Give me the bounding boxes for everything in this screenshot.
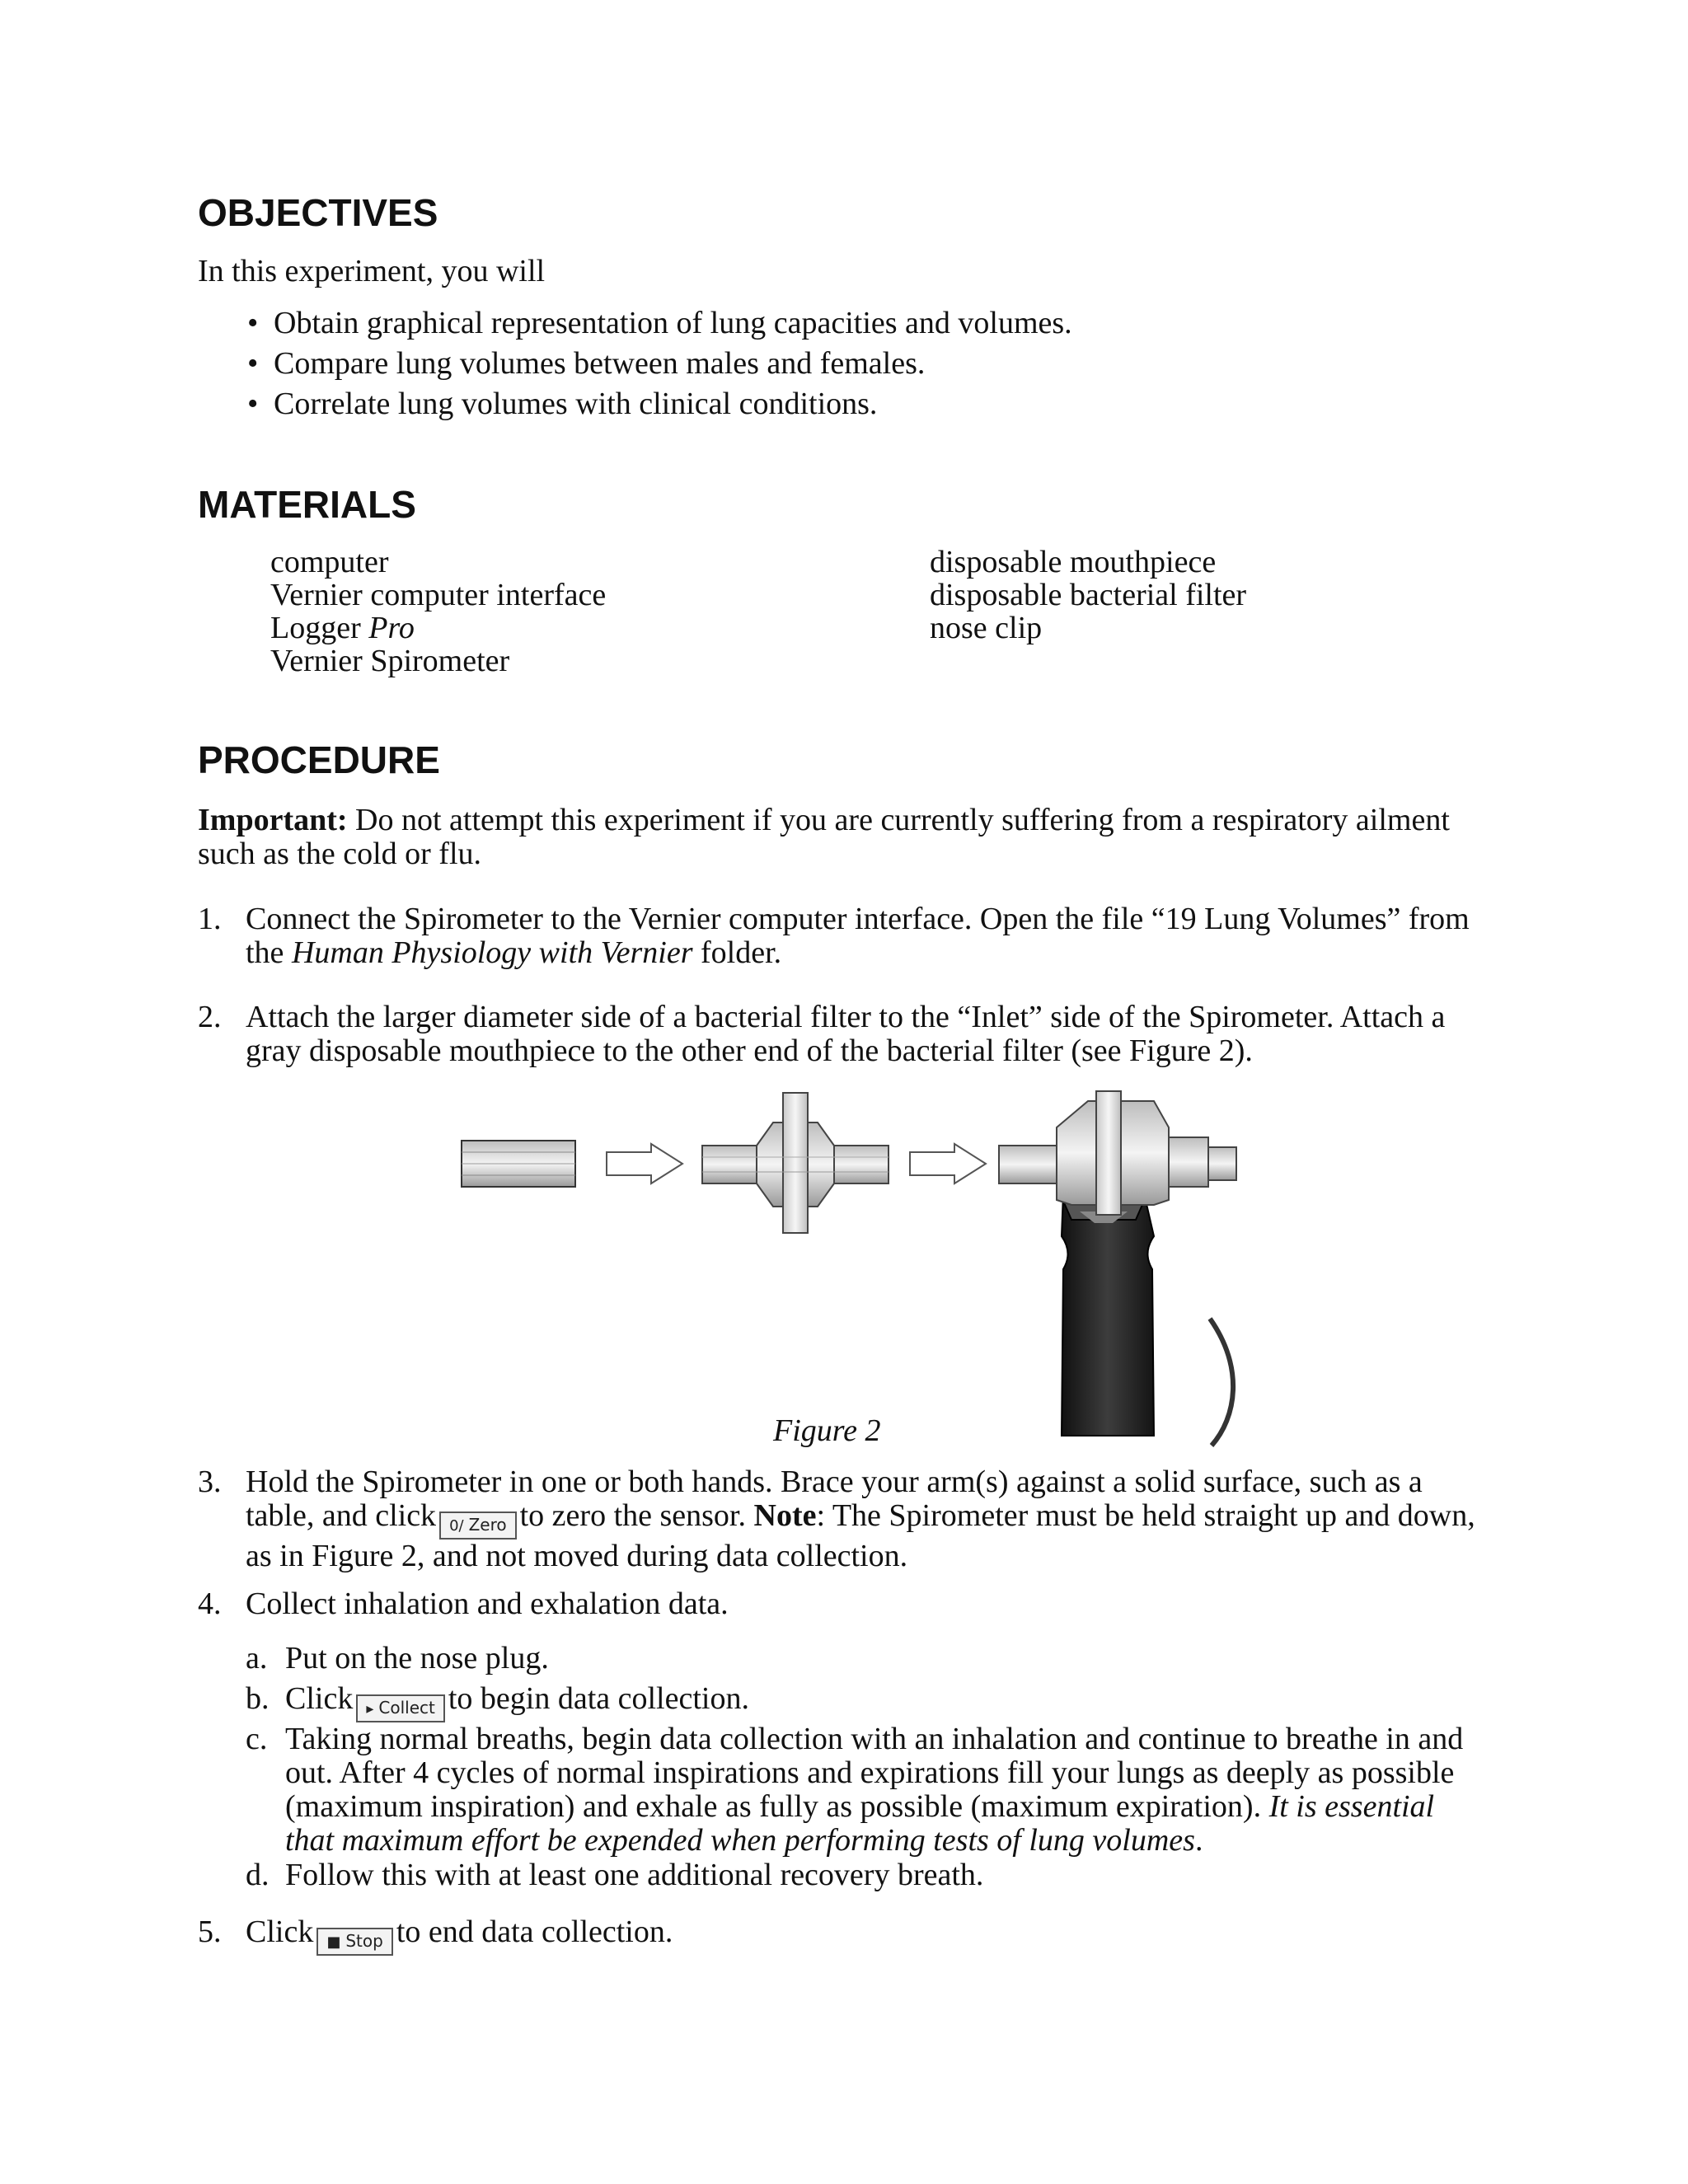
substep-letter: c. — [246, 1722, 268, 1756]
objectives-heading: OBJECTIVES — [198, 191, 438, 234]
substep-c-italic: It is essential that maximum effort be expended when performing tests of lung volumes — [285, 1789, 1435, 1858]
step-3-text — [246, 1465, 1482, 1573]
substep-c-main: Taking normal breaths, begin data collection with an inhalation and continue to breathe in and out. After 4 cycles of normal inspirations and expirations fill your lungs as deeply as possible (maximum inspiration) and exhale as fully as possible (maximum expiration). — [285, 1722, 1464, 1824]
stop-button-label: Stop — [345, 1931, 383, 1951]
important-text: Do not attempt this experiment if you are currently suffering from a respiratory ailment such as the cold or flu. — [198, 803, 1450, 871]
stop-button[interactable] — [316, 1928, 392, 1956]
zero-button-label: Zero — [468, 1515, 507, 1535]
procedure-heading: PROCEDURE — [198, 738, 440, 781]
mouthpiece-illustration — [462, 1141, 575, 1187]
step-5-post: to end data collection. — [396, 1915, 673, 1949]
note-label: Note — [753, 1498, 817, 1533]
substep-d-text: Follow this with at least one additional recovery breath. — [285, 1858, 984, 1892]
spirometer-illustration — [999, 1091, 1236, 1446]
substep-letter: d. — [246, 1858, 270, 1892]
step-1-part-b: folder. — [692, 935, 782, 970]
step-5-text — [246, 1915, 1482, 1956]
step-number: 3. — [198, 1465, 222, 1499]
materials-heading: MATERIALS — [198, 483, 416, 526]
substep-b-text — [285, 1682, 1480, 1722]
figure-caption-text: Figure 2 — [773, 1413, 881, 1448]
logger-italic: Pro — [368, 611, 415, 645]
zero-icon: 0/ — [449, 1517, 464, 1535]
list-item: computer — [270, 545, 389, 579]
important-label: Important: — [198, 803, 348, 837]
list-item: • Obtain graphical representation of lung capacities and volumes. — [247, 307, 1072, 347]
figure-2-caption — [773, 1414, 881, 1448]
step-5-pre: Click — [246, 1915, 314, 1949]
list-item: Vernier Spirometer — [270, 644, 510, 678]
substep-letter: a. — [246, 1641, 268, 1675]
step-1-part-a: Connect the Spirometer to the Vernier computer interface. Open the file “19 Lung Volumes” from the — [246, 902, 1470, 970]
collect-button[interactable] — [356, 1694, 445, 1722]
list-item: • Correlate lung volumes with clinical conditions. — [247, 387, 1072, 428]
list-item: disposable mouthpiece — [930, 545, 1217, 579]
step-number: 1. — [198, 902, 222, 936]
arrow-right-outline-icon — [910, 1144, 986, 1183]
list-item: • Compare lung volumes between males and females. — [247, 347, 1072, 387]
step-number: 2. — [198, 1000, 222, 1034]
step-number: 5. — [198, 1915, 222, 1949]
step-3-part-b: to zero the sensor. — [519, 1498, 746, 1533]
substep-a-text: Put on the nose plug. — [285, 1641, 549, 1675]
collect-button-label: Collect — [378, 1698, 435, 1718]
zero-button[interactable] — [439, 1511, 517, 1540]
step-number: 4. — [198, 1586, 222, 1621]
arrow-right-outline-icon — [607, 1144, 682, 1183]
step-2-text: Attach the larger diameter side of a bacterial filter to the “Inlet” side of the Spirometer. Attach a gray disposable mouthpiece to the other end of the bacterial filter (see Figure 2). — [246, 1000, 1446, 1068]
list-item: disposable bacterial filter — [930, 578, 1247, 612]
objectives-intro: In this experiment, you will — [198, 254, 546, 288]
list-item: nose clip — [930, 611, 1043, 645]
substep-c-end: . — [1194, 1823, 1203, 1858]
logger-label: Logger — [270, 611, 369, 645]
bacterial-filter-illustration — [702, 1093, 889, 1233]
substep-c-text — [285, 1722, 1480, 1858]
list-item: Vernier computer interface — [270, 578, 607, 612]
step-3-part-c: : The Spirometer must be held straight up and down, as in Figure 2, and not moved during data collection. — [246, 1498, 1475, 1573]
step-1-italic: Human Physiology with Vernier — [291, 935, 693, 970]
collect-play-icon: ▸ — [366, 1700, 374, 1718]
step-3-part-a: Hold the Spirometer in one or both hands. Brace your arm(s) against a solid surface, such as a table, and click — [246, 1465, 1423, 1533]
substep-b-post: to begin data collection. — [448, 1681, 749, 1716]
substep-b-pre: Click — [285, 1681, 354, 1716]
substep-letter: b. — [246, 1681, 270, 1716]
stop-square-icon: ■ — [326, 1933, 341, 1951]
step-4-text: Collect inhalation and exhalation data. — [246, 1586, 729, 1621]
